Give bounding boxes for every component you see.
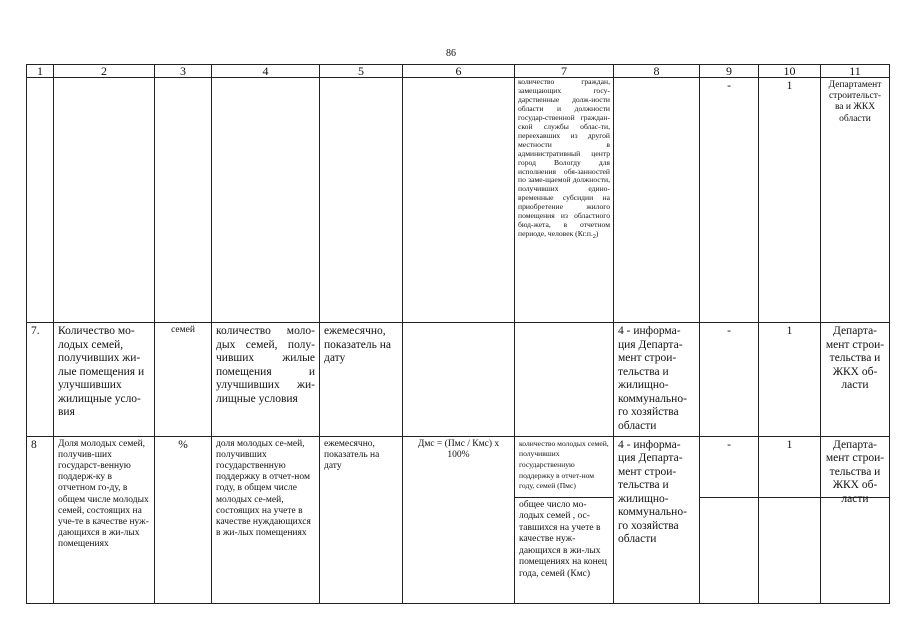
column-9-value: - <box>700 437 758 498</box>
periodicity: ежемесячно, показатель на дату <box>320 323 403 437</box>
column-number: 11 <box>821 65 890 78</box>
unit: семей <box>155 323 212 437</box>
column-number: 3 <box>155 65 212 78</box>
cell-empty <box>614 78 700 323</box>
column-number: 9 <box>700 65 759 78</box>
row-number: 7. <box>27 323 54 437</box>
cell-empty <box>515 323 614 437</box>
column-10-cell <box>759 436 821 603</box>
column-number: 5 <box>320 65 403 78</box>
column-number: 4 <box>212 65 320 78</box>
column-number: 6 <box>403 65 515 78</box>
data-source: 4 - информа-ция Департа-мент строи-тельства и жилищно-коммунально-го хозяйства области <box>614 436 700 603</box>
column-number-row <box>27 65 890 78</box>
variable-description <box>515 78 614 323</box>
indicator-definition: количество моло-дых семей, полу-чивших жилые помещения и улучшивших жи-лищные условия <box>212 323 320 437</box>
column-number: 1 <box>27 65 54 78</box>
column-9-value: - <box>700 78 759 323</box>
closing-paren: ) <box>595 229 599 239</box>
indicator-name: Количество мо-лодых семей, получивших жи-лые помещения и улучшивших жилищные усло-вия <box>54 323 155 437</box>
responsible-department-cell <box>821 436 890 603</box>
responsible-department: Департамент строительст-ва и ЖКХ области <box>821 78 890 323</box>
data-source: 4 - информа-ция Департа-мент строи-тельства и жилищно-коммунально-го хозяйства области <box>614 323 700 437</box>
bottom-rule <box>26 603 889 604</box>
row-number: 8 <box>27 436 54 603</box>
table-row-8 <box>27 436 890 603</box>
responsible-department: Департа-мент строи-тельства и ЖКХ об-ласти <box>821 437 889 498</box>
subscript: 2 <box>592 234 596 241</box>
formula-variables <box>515 436 614 603</box>
table-row-continued <box>27 78 890 323</box>
cell-empty <box>54 78 155 323</box>
variable-numerator: количество молодых семей, получивших государственную поддержку в отчет-ном году, семей (Пмс) <box>515 437 613 498</box>
cell-empty <box>212 78 320 323</box>
column-10-value: 1 <box>759 437 820 498</box>
column-number: 8 <box>614 65 700 78</box>
column-9-cell <box>700 436 759 603</box>
variable-denominator: общее число мо-лодых семей , ос-тавшихся на учете в качестве нуж-дающихся в жи-лых помещениях на конец года, семей (Кмс) <box>519 499 608 580</box>
column-10-value: 1 <box>759 78 821 323</box>
column-10-value: 1 <box>759 323 821 437</box>
variable-description-text: количество граждан, замещающих госу-дарственные долж-ности области и должности государ-ственной граждан-ской службы облас-ти, переехавших из другой местности в административный центр город Вологду для исполнения обя-занностей по заме-щаемой должности, получивших едино-временные субсидии на приобретение жилого помещения из областного бюд-жета, в отчетном периоде, человек (Кг.п. <box>518 77 610 239</box>
indicator-definition: доля молодых се-мей, получивших государственную поддержку в отчет-ном году, в общем числе молодых се-мей, состоящих на учете в качестве нуждающихся в жи-лых помещениях <box>212 436 320 603</box>
unit: % <box>155 436 212 603</box>
cell-empty <box>403 78 515 323</box>
table-row-7 <box>27 323 890 437</box>
cell-empty <box>27 78 54 323</box>
cell-empty <box>403 323 515 437</box>
column-number: 2 <box>54 65 155 78</box>
periodicity: ежемесячно, показатель на дату <box>320 436 403 603</box>
responsible-department: Департа-мент строи-тельства и ЖКХ об-ласти <box>821 323 890 437</box>
cell-empty <box>155 78 212 323</box>
cell-empty <box>320 78 403 323</box>
page-number: 86 <box>446 48 456 59</box>
calculation-formula: Дмс = (Пмс / Кмс) х 100% <box>403 436 515 603</box>
indicators-table <box>26 64 890 604</box>
indicator-name: Доля молодых семей, получив-ших государст-венную поддерж-ку в отчетном го-ду, в общем числе молодых семей, состоящих на уче-те в качестве нуж-дающихся в жи-лых помещениях <box>54 436 155 603</box>
column-9-value: - <box>700 323 759 437</box>
column-number: 10 <box>759 65 821 78</box>
column-number: 7 <box>515 65 614 78</box>
